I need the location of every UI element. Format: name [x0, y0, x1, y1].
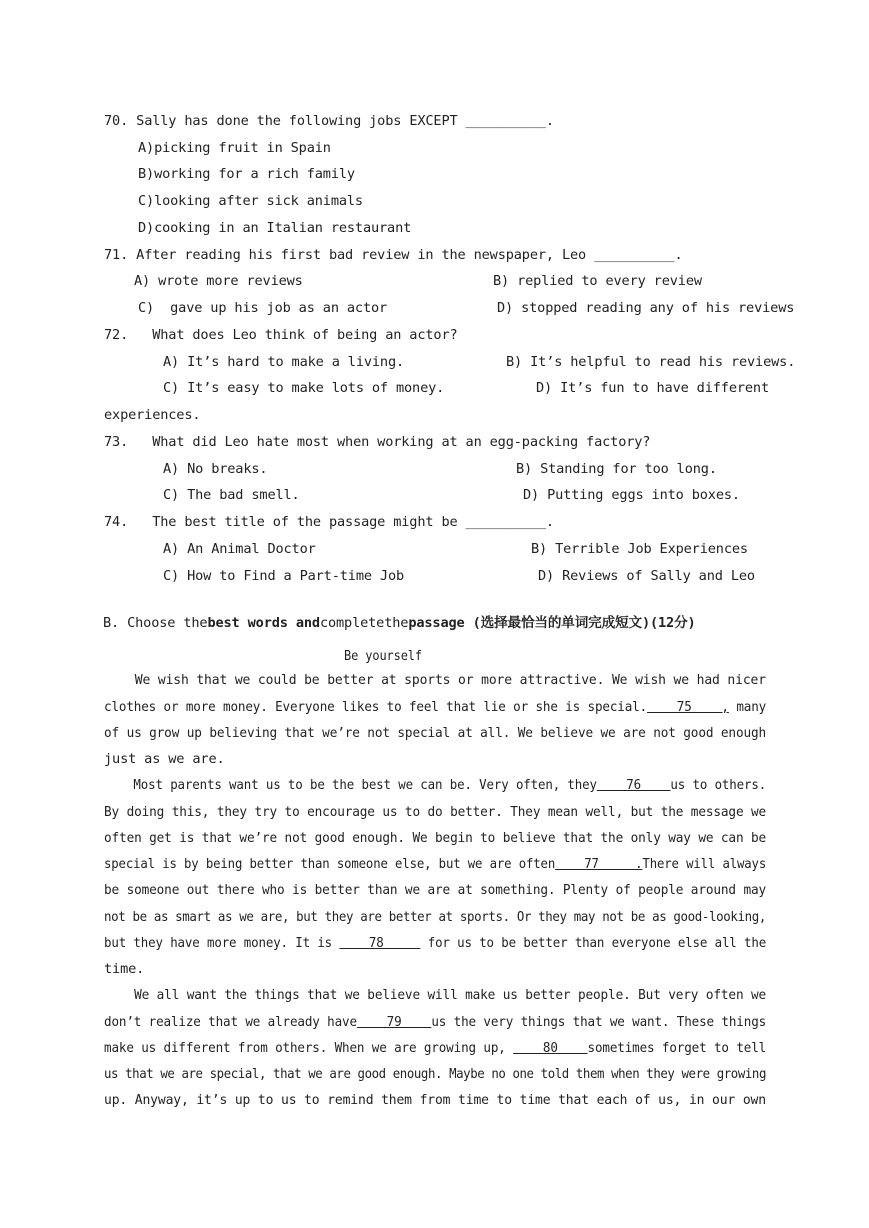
passage-line: just as we are.: [104, 751, 225, 767]
option-a: A) No breaks.: [163, 461, 268, 477]
option-b: B) It’s helpful to read his reviews.: [506, 354, 796, 370]
question-72: [104, 326, 458, 344]
question-stem: What did Leo hate most when working at an egg-packing factory?: [152, 434, 651, 450]
passage-line: special is by being better than someone else, but we are often 77 .There will always: [104, 856, 767, 872]
question-number: 72.: [104, 327, 129, 343]
passage-line: but they have more money. It is 78 for us to be better than everyone else all the: [104, 935, 767, 951]
question-71: [104, 246, 682, 264]
blank-77[interactable]: 77 .: [555, 856, 643, 872]
question-stem: What does Leo think of being an actor?: [152, 327, 458, 343]
question-70: [104, 112, 554, 130]
option-d: D) Putting eggs into boxes.: [523, 487, 740, 503]
option-a: A) An Animal Doctor: [163, 541, 316, 557]
blank-75[interactable]: 75 ,: [647, 699, 729, 715]
option-d: D)cooking in an Italian restaurant: [138, 220, 412, 236]
passage-line: make us different from others. When we are growing up, 80 sometimes forget to tell: [104, 1040, 767, 1056]
passage-line: time.: [104, 961, 145, 977]
blank-76[interactable]: 76: [596, 777, 671, 793]
passage-line: clothes or more money. Everyone likes to feel that lie or she is special. 75 , many: [104, 699, 767, 715]
question-74: [104, 513, 554, 531]
passage-line: often get is that we’re not good enough. We begin to believe that the only way we can be: [104, 830, 767, 846]
option-b: B)working for a rich family: [138, 166, 355, 182]
question-number: 71.: [104, 247, 129, 263]
passage-title: Be yourself: [344, 648, 422, 664]
passage-line: us that we are special, that we are good enough. Maybe no one told them when they were growing: [104, 1066, 767, 1082]
option-b: B) Terrible Job Experiences: [531, 541, 748, 557]
passage-line: be someone out there who is better than we are at something. Plenty of people around may: [104, 882, 767, 898]
passage-line: up. Anyway, it’s up to us to remind them from time to time that each of us, in our own: [104, 1092, 766, 1108]
option-c: C)looking after sick animals: [138, 193, 363, 209]
question-stem: After reading his first bad review in the newspaper, Leo __________.: [136, 247, 683, 263]
option-d: D) Reviews of Sally and Leo: [538, 568, 755, 584]
option-a: A) It’s hard to make a living.: [163, 354, 405, 370]
blank-78[interactable]: 78: [339, 935, 421, 951]
option-d-continued: experiences.: [104, 407, 201, 423]
option-b: B) replied to every review: [493, 273, 702, 289]
passage-line: don’t realize that we already have 79 us the very things that we want. These things: [104, 1014, 767, 1030]
question-73: [104, 433, 650, 451]
question-number: 74.: [104, 514, 129, 530]
passage-line: Most parents want us to be the best we can be. Very often, they 76 us to others.: [104, 777, 767, 793]
option-a: A)picking fruit in Spain: [138, 140, 331, 156]
passage-line: By doing this, they try to encourage us to do better. They mean well, but the message we: [104, 804, 767, 820]
blank-79[interactable]: 79: [356, 1014, 432, 1030]
question-stem: Sally has done the following jobs EXCEPT __________.: [136, 113, 554, 129]
option-b: B) Standing for too long.: [516, 461, 717, 477]
option-c: C) The bad smell.: [163, 487, 300, 503]
option-c: C) It’s easy to make lots of money.: [163, 380, 445, 396]
option-a: A) wrote more reviews: [134, 273, 303, 289]
passage-line: of us grow up believing that we’re not special at all. We believe we are not good enough: [104, 725, 767, 741]
option-c: C) gave up his job as an actor: [138, 300, 388, 316]
question-number: 70.: [104, 113, 129, 129]
section-b-heading: B. Choose thebest words andcompletethepassage (选择最恰当的单词完成短文)(12分): [103, 615, 696, 631]
blank-80[interactable]: 80: [513, 1040, 588, 1056]
option-c: C) How to Find a Part-time Job: [163, 568, 405, 584]
question-stem: The best title of the passage might be __________.: [152, 514, 554, 530]
option-d: D) It’s fun to have different: [536, 380, 769, 396]
option-d: D) stopped reading any of his reviews: [497, 300, 795, 316]
passage-line: We all want the things that we believe will make us better people. But very often we: [104, 987, 767, 1003]
passage-line: not be as smart as we are, but they are better at sports. Or they may not be as good-looking,: [104, 909, 766, 925]
question-number: 73.: [104, 434, 129, 450]
passage-line: We wish that we could be better at sports or more attractive. We wish we had nicer: [104, 672, 766, 688]
